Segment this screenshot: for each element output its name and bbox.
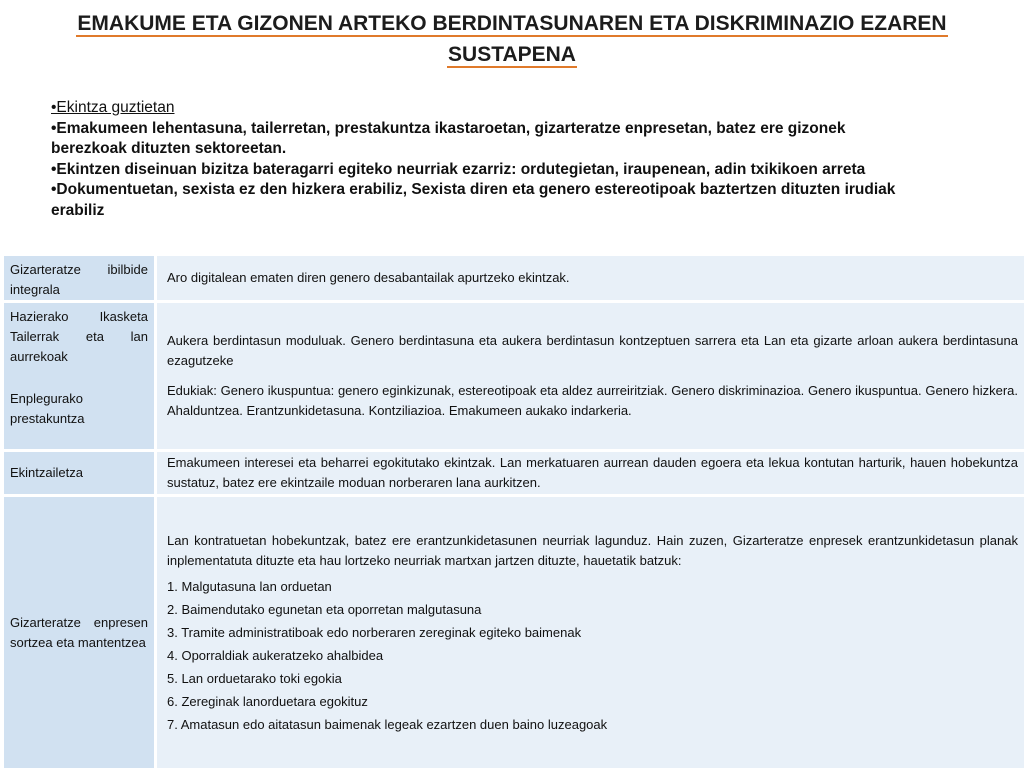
row-description-text: Edukiak: Genero ikuspuntua: genero eginkizunak, estereotipoak eta aldez aurreiritziak. Genero diskriminazioa. Genero ikuspuntua. Genero hizkera. Ahalduntzea. Erantzunkidetasuna. Kontziliazioa. Emakumeen aukako indarkeria. bbox=[167, 383, 1018, 418]
row-description-text: Emakumeen interesei eta beharrei egokitutako ekintzak. Lan merkatuaren aurrean dauden egoera eta lekua kontutan harturik, hauen hobekuntza sustatuz, batez ere ekintzaile moduan norberaren lana aurkitzen. bbox=[167, 455, 1018, 490]
row-label-text: Enplegurako prestakuntza bbox=[10, 391, 85, 426]
title-line-2: SUSTAPENA bbox=[448, 43, 576, 66]
row-label bbox=[4, 303, 154, 449]
list-item: 5. Lan orduetarako toki egokia bbox=[167, 671, 342, 686]
row-description-text: Lan kontratuetan hobekuntzak, batez ere erantzunkidetasunen neurriak lagunduz. Hain zuzen, Gizarteratze enpresek erantzunkidetasun planak inplementatuta dituzte eta hau lortzeko neurriak martxan jartzen dituzte, hauetatik batzuk: bbox=[167, 533, 1018, 568]
row-label-text: Hazierako Ikasketa Tailerrak eta lan aurrekoak bbox=[10, 309, 148, 364]
table-row bbox=[0, 256, 1024, 300]
table-row bbox=[0, 452, 1024, 494]
bullet-list bbox=[51, 98, 911, 221]
row-label bbox=[4, 452, 154, 494]
table-row bbox=[0, 497, 1024, 768]
row-description-text: Aukera berdintasun moduluak. Genero berdintasuna eta aukera berdintasun kontzeptuen sarrera eta Lan eta gizarte arloan aukera berdintasuna ezagutzeke bbox=[167, 333, 1018, 368]
row-label bbox=[4, 497, 154, 768]
list-item: 1. Malgutasuna lan orduetan bbox=[167, 579, 332, 594]
list-item: 7. Amatasun edo aitatasun baimenak legeak ezartzen duen baino luzeagoak bbox=[167, 717, 608, 732]
row-description bbox=[157, 303, 1024, 449]
bullet-item: •Emakumeen lehentasuna, tailerretan, prestakuntza ikastaroetan, gizarteratze enpresetan, batez ere gizonek berezkoak dituzten sektoreetan. bbox=[51, 119, 846, 157]
row-label: Gizarteratze ibilbide integrala bbox=[4, 256, 154, 300]
title-line-1: EMAKUME ETA GIZONEN ARTEKO BERDINTASUNAREN ETA DISKRIMINAZIO EZAREN bbox=[77, 12, 947, 35]
bullet-item: •Ekintza guztietan bbox=[51, 99, 175, 116]
row-description bbox=[157, 497, 1024, 768]
row-label-text: Gizarteratze enpresen sortzea eta mantentzea bbox=[10, 614, 148, 650]
row-description bbox=[157, 452, 1024, 494]
row-description bbox=[157, 256, 1024, 300]
row-description-text: Aro digitalean ematen diren genero desabantailak apurtzeko ekintzak. bbox=[167, 270, 570, 285]
list-item: 6. Zereginak lanorduetara egokituz bbox=[167, 694, 368, 709]
table-row bbox=[0, 303, 1024, 449]
list-item: 4. Oporraldiak aukeratzeko ahalbidea bbox=[167, 648, 384, 663]
list-item: 3. Tramite administratiboak edo norberaren zereginak egiteko baimenak bbox=[167, 625, 582, 640]
bullet-item: •Dokumentuetan, sexista ez den hizkera erabiliz, Sexista diren eta genero estereotipoak baztertzen dituzten irudiak erabiliz bbox=[51, 181, 896, 219]
row-label-text: Ekintzailetza bbox=[10, 465, 83, 480]
page-title bbox=[20, 8, 1004, 70]
bullet-item: •Ekintzen diseinuan bizitza bateragarri egiteko neurriak ezarriz: ordutegietan, iraupenean, adin txikikoen arreta bbox=[51, 160, 866, 178]
actions-table bbox=[0, 252, 1024, 768]
list-item: 2. Baimendutako egunetan eta oporretan malgutasuna bbox=[167, 602, 482, 617]
